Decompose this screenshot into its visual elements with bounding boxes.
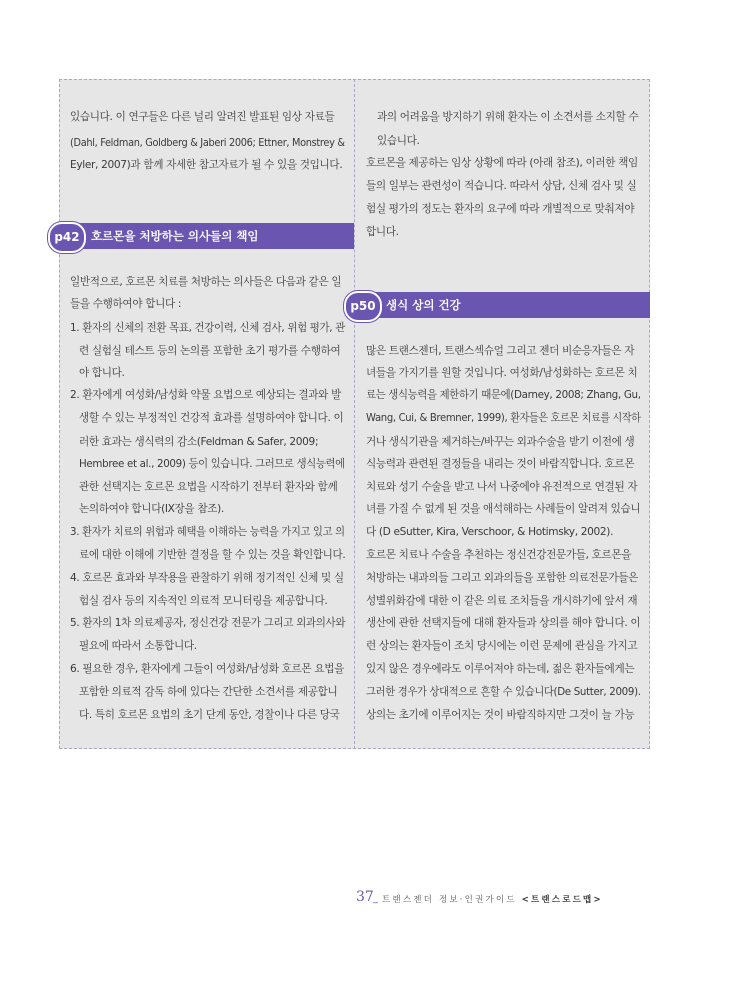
text-line: 치료와 성기 수술을 받고 나서 나중에야 유전적으로 연결된 자 <box>366 481 638 493</box>
text-line: 일반적으로, 호르몬 치료를 처방하는 의사들은 다음과 같은 일 <box>70 276 342 288</box>
list-item-line: Hembree et al., 2009) 등이 있습니다. 그러므로 생식능력에 <box>79 458 345 470</box>
text-line: Wang, Cui, & Bremner, 1999), 환자들은 호르몬 치료를 시작하 <box>366 412 641 424</box>
list-item-line: 험실 검사 등의 지속적인 의료적 모니터링을 제공합니다. <box>79 595 328 607</box>
text-line: (Dahl, Feldman, Goldberg & Jaberi 2006; Ettner, Monstrey & <box>70 137 345 149</box>
text-line: 들의 일부는 관련성이 적습니다. 따라서 상담, 신체 검사 및 실 <box>366 180 637 192</box>
list-item-line: 포함한 의료적 감독 하에 있다는 간단한 소견서를 제공합니 <box>79 686 338 698</box>
list-item-line: 1. 환자의 신체의 전환 목표, 건강이력, 신체 검사, 위험 평가, 관 <box>70 322 345 334</box>
text-line: 료는 생식능력을 제한하기 때문에(Darney, 2008; Zhang, Gu, <box>366 389 641 401</box>
list-item-line: 야 합니다. <box>79 367 125 379</box>
text-line: 거나 생식기관을 제거하는/바꾸는 외과수술을 받기 이전에 생 <box>366 436 635 448</box>
text-line: 험실 평가의 정도는 환자의 요구에 따라 개별적으로 맞춰져야 <box>366 203 635 215</box>
text-line: 녀들을 가지기를 원할 것입니다. 여성화/남성화하는 호르몬 치 <box>366 367 638 379</box>
list-item-line: 생할 수 있는 부정적인 건강적 효과를 설명하여야 합니다. 이 <box>79 412 344 424</box>
list-item-line: 러한 효과는 생식력의 감소(Feldman & Safer, 2009; <box>79 436 319 448</box>
list-item-line: 련 실험실 테스트 등의 논의를 포함한 초기 평가를 수행하여 <box>79 345 341 357</box>
page-ref-badge: p42 <box>48 222 86 253</box>
list-item-line: 다. 특히 호르몬 요법의 초기 단계 동안, 경찰이나 다른 당국 <box>79 709 340 721</box>
list-item-line: 논의하여야 합니다(IX장을 참조). <box>79 503 224 515</box>
footer-roadmap-text: <트랜스로드맵> <box>521 895 603 905</box>
text-line: 식능력과 관련된 결정들을 내리는 것이 바람직합니다. 호르몬 <box>366 458 635 470</box>
page-ref-badge: p50 <box>344 291 382 322</box>
text-line: 합니다. <box>366 226 399 238</box>
text-line: 많은 트랜스젠더, 트랜스섹슈얼 그리고 젠더 비순응자들은 자 <box>366 345 635 357</box>
text-line: 과의 어려움을 방지하기 위해 환자는 이 소견서를 소지할 수 <box>377 111 639 123</box>
text-line: 처방하는 내과의들 그리고 외과의들을 포함한 의료전문가들은 <box>366 572 639 584</box>
list-item-line: 6. 필요한 경우, 환자에게 그들이 여성화/남성화 호르몬 요법을 <box>70 663 344 675</box>
list-item-line: 2. 환자에게 여성화/남성화 약물 요법으로 예상되는 결과와 발 <box>70 389 341 401</box>
footer-guide-text: 트랜스젠더 정보·인권가이드 <box>382 895 517 905</box>
text-line: 생산에 관한 선택지들에 대해 환자들과 상의를 해야 합니다. 이 <box>366 617 641 629</box>
list-item-line: 필요에 따라서 소통합니다. <box>79 640 197 652</box>
page-number: 37 <box>356 889 374 905</box>
section-title: 생식 상의 건강 <box>386 298 461 312</box>
text-line: 호르몬을 제공하는 임상 상황에 따라 (아래 참조), 이러한 책임 <box>366 157 638 169</box>
list-item-line: 5. 환자의 1차 의료제공자, 정신건강 전문가 그리고 외과의사와 <box>70 617 346 629</box>
section-title: 호르몬을 처방하는 의사들의 책임 <box>91 229 259 243</box>
list-item-line: 4. 호르몬 효과와 부작용을 관찰하기 위해 정기적인 신체 및 실 <box>70 572 344 584</box>
list-item-line: 3. 환자가 치료의 위험과 혜택을 이해하는 능력을 가지고 있고 의 <box>70 526 345 538</box>
text-line: 들을 수행하여야 합니다 : <box>70 298 182 310</box>
list-item-line: 관한 선택지는 호르몬 요법을 시작하기 전부터 환자와 함께 <box>79 481 338 493</box>
text-line: 런 상의는 환자들이 조치 당시에는 이런 문제에 관심을 가지고 <box>366 640 638 652</box>
text-line: 있습니다. <box>377 135 420 147</box>
text-line: Eyler, 2007)과 함께 자세한 참고자료가 될 수 있을 것입니다. <box>70 159 343 171</box>
text-line: 호르몬 치료나 수술을 추천하는 정신건강전문가들, 호르몬을 <box>366 549 632 561</box>
text-line: 그러한 경우가 상대적으로 흔할 수 있습니다(De Sutter, 2009). <box>366 686 641 698</box>
text-line: 상의는 초기에 이루어지는 것이 바람직하지만 그것이 늘 가능 <box>366 709 635 721</box>
footer-title <box>382 893 603 905</box>
text-line: 있습니다. 이 연구들은 다른 널리 알려진 발표된 임상 자료들 <box>70 111 335 123</box>
column-divider <box>354 79 355 749</box>
text-line: 다 (D eSutter, Kira, Verschoor, & Hotimsky, 2002). <box>366 526 614 538</box>
list-item-line: 료에 대한 이해에 기반한 결정을 할 수 있는 것을 확인합니다. <box>79 549 346 561</box>
text-line: 성별위화감에 대한 이 같은 의료 조치들을 개시하기에 앞서 재 <box>366 595 638 607</box>
text-line: 있지 않은 경우에라도 이루어져야 하는데, 젊은 환자들에게는 <box>366 663 635 675</box>
page-number-underscore: _ <box>373 893 378 904</box>
text-line: 녀를 가질 수 없게 된 것을 애석해하는 사례들이 알려져 있습니 <box>366 503 641 515</box>
